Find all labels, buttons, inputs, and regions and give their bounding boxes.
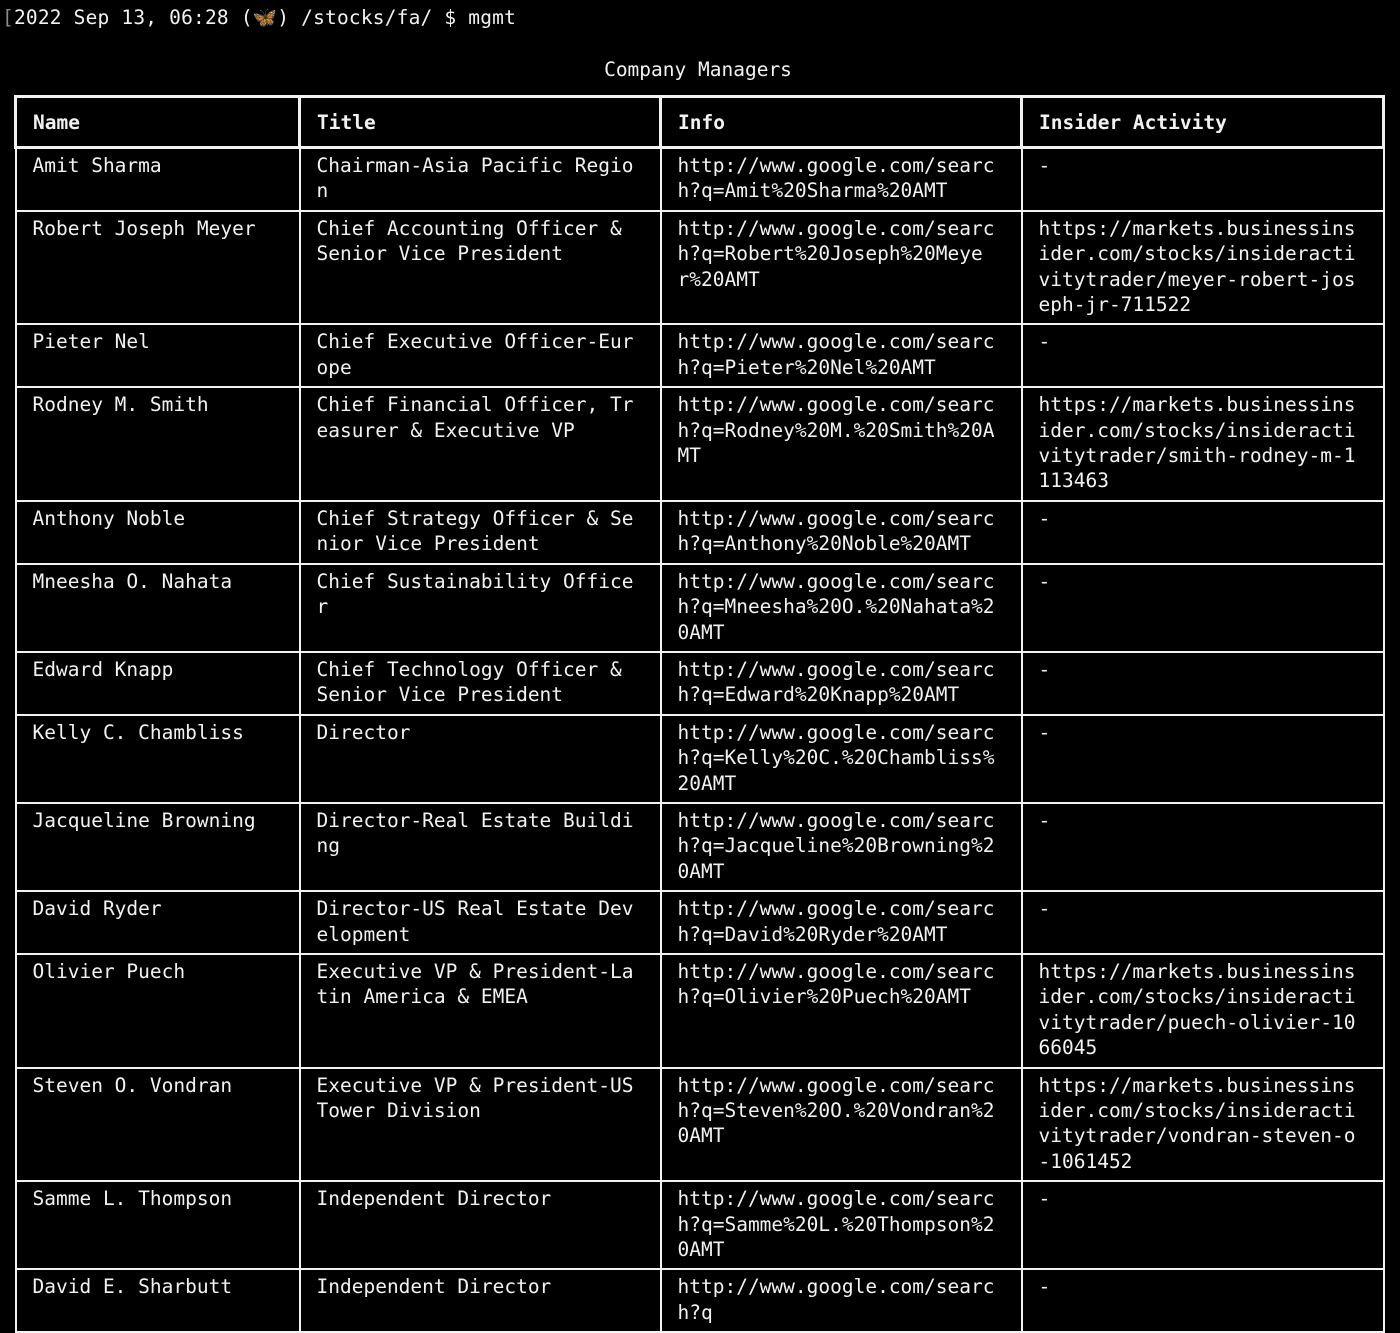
table-row (16, 1068, 1384, 1182)
table-row (16, 652, 1384, 715)
cell-title: Chairman-Asia Pacific Region (300, 148, 661, 211)
cell-title: Chief Technology Officer & Senior Vice President (300, 652, 661, 715)
cell-insider-activity: - (1022, 324, 1384, 387)
table-title: Company Managers (604, 58, 792, 81)
cell-title: Chief Executive Officer-Europe (300, 324, 661, 387)
cell-info-link[interactable]: http://www.google.com/search?q=Steven%20O.%20Vondran%20AMT (661, 1068, 1022, 1182)
table-row (16, 891, 1384, 954)
table-row (16, 211, 1384, 325)
cell-title: Chief Accounting Officer & Senior Vice President (300, 211, 661, 325)
cell-name: Jacqueline Browning (16, 803, 300, 891)
cell-info-link[interactable]: http://www.google.com/search?q=Olivier%20Puech%20AMT (661, 954, 1022, 1068)
cell-title: Executive VP & President-US Tower Division (300, 1068, 661, 1182)
cell-info-link[interactable]: http://www.google.com/search?q=Anthony%20Noble%20AMT (661, 501, 1022, 564)
column-header-insider-activity: Insider Activity (1022, 97, 1384, 148)
cell-info-link[interactable]: http://www.google.com/search?q=Edward%20Knapp%20AMT (661, 652, 1022, 715)
cell-title: Independent Director (300, 1269, 661, 1332)
cell-name: Olivier Puech (16, 954, 300, 1068)
cell-name: David E. Sharbutt (16, 1269, 300, 1332)
cell-name: Kelly C. Chambliss (16, 715, 300, 803)
cell-name: Amit Sharma (16, 148, 300, 211)
cell-insider-activity: - (1022, 891, 1384, 954)
cell-name: Steven O. Vondran (16, 1068, 300, 1182)
cell-info-link[interactable]: http://www.google.com/search?q=David%20Ryder%20AMT (661, 891, 1022, 954)
cell-info-link[interactable]: http://www.google.com/search?q=Kelly%20C.%20Chambliss%20AMT (661, 715, 1022, 803)
cell-insider-activity: - (1022, 501, 1384, 564)
table-row (16, 564, 1384, 652)
cell-insider-activity[interactable]: https://markets.businessinsider.com/stocks/insideractivitytrader/smith-rodney-m-1113463 (1022, 387, 1384, 501)
column-header-name: Name (16, 97, 300, 148)
managers-table-container (14, 95, 1382, 1333)
cell-title: Director-US Real Estate Development (300, 891, 661, 954)
cell-info-link[interactable]: http://www.google.com/search?q=Pieter%20Nel%20AMT (661, 324, 1022, 387)
cell-name: Robert Joseph Meyer (16, 211, 300, 325)
cell-name: Pieter Nel (16, 324, 300, 387)
cell-title: Chief Sustainability Officer (300, 564, 661, 652)
cell-insider-activity: - (1022, 803, 1384, 891)
cell-insider-activity[interactable]: https://markets.businessinsider.com/stocks/insideractivitytrader/meyer-robert-joseph-jr-711522 (1022, 211, 1384, 325)
cell-info-link[interactable]: http://www.google.com/search?q=Jacqueline%20Browning%20AMT (661, 803, 1022, 891)
prompt-command: ) /stocks/fa/ $ mgmt (277, 6, 517, 29)
cell-info-link[interactable]: http://www.google.com/search?q=Rodney%20M.%20Smith%20AMT (661, 387, 1022, 501)
cell-insider-activity: - (1022, 715, 1384, 803)
table-header-row (16, 97, 1384, 148)
cell-title: Executive VP & President-Latin America & EMEA (300, 954, 661, 1068)
cell-name: Samme L. Thompson (16, 1181, 300, 1269)
cell-name: Edward Knapp (16, 652, 300, 715)
cell-info-link[interactable]: http://www.google.com/search?q=Samme%20L.%20Thompson%20AMT (661, 1181, 1022, 1269)
terminal-prompt: [2022 Sep 13, 06:28 (🦋) /stocks/fa/ $ mgmt (2, 6, 517, 29)
cell-insider-activity: - (1022, 1181, 1384, 1269)
cell-insider-activity[interactable]: https://markets.businessinsider.com/stocks/insideractivitytrader/puech-olivier-1066045 (1022, 954, 1384, 1068)
cell-name: Rodney M. Smith (16, 387, 300, 501)
table-row (16, 387, 1384, 501)
table-row (16, 1181, 1384, 1269)
cell-title: Director (300, 715, 661, 803)
table-row (16, 324, 1384, 387)
table-row (16, 715, 1384, 803)
cell-title: Independent Director (300, 1181, 661, 1269)
cell-name: Anthony Noble (16, 501, 300, 564)
cell-info-link[interactable]: http://www.google.com/search?q=Amit%20Sharma%20AMT (661, 148, 1022, 211)
cell-title: Director-Real Estate Building (300, 803, 661, 891)
cell-insider-activity[interactable]: https://markets.businessinsider.com/stocks/insideractivitytrader/vondran-steven-o-1061452 (1022, 1068, 1384, 1182)
cell-title: Chief Financial Officer, Treasurer & Executive VP (300, 387, 661, 501)
table-row (16, 954, 1384, 1068)
managers-table (14, 95, 1385, 1333)
column-header-title: Title (300, 97, 661, 148)
cell-insider-activity: - (1022, 148, 1384, 211)
cell-name: David Ryder (16, 891, 300, 954)
cell-info-link[interactable]: http://www.google.com/search?q (661, 1269, 1022, 1332)
column-header-info: Info (661, 97, 1022, 148)
cell-info-link[interactable]: http://www.google.com/search?q=Mneesha%20O.%20Nahata%20AMT (661, 564, 1022, 652)
table-row (16, 803, 1384, 891)
prompt-timestamp: 2022 Sep 13, 06:28 ( (13, 6, 253, 29)
cell-info-link[interactable]: http://www.google.com/search?q=Robert%20Joseph%20Meyer%20AMT (661, 211, 1022, 325)
butterfly-icon: 🦋 (252, 6, 278, 29)
table-row (16, 148, 1384, 211)
table-body (16, 148, 1384, 1333)
cell-insider-activity: - (1022, 564, 1384, 652)
table-row (16, 1269, 1384, 1332)
table-row (16, 501, 1384, 564)
cell-name: Mneesha O. Nahata (16, 564, 300, 652)
cell-title: Chief Strategy Officer & Senior Vice President (300, 501, 661, 564)
cell-insider-activity: - (1022, 1269, 1384, 1332)
cell-insider-activity: - (1022, 652, 1384, 715)
